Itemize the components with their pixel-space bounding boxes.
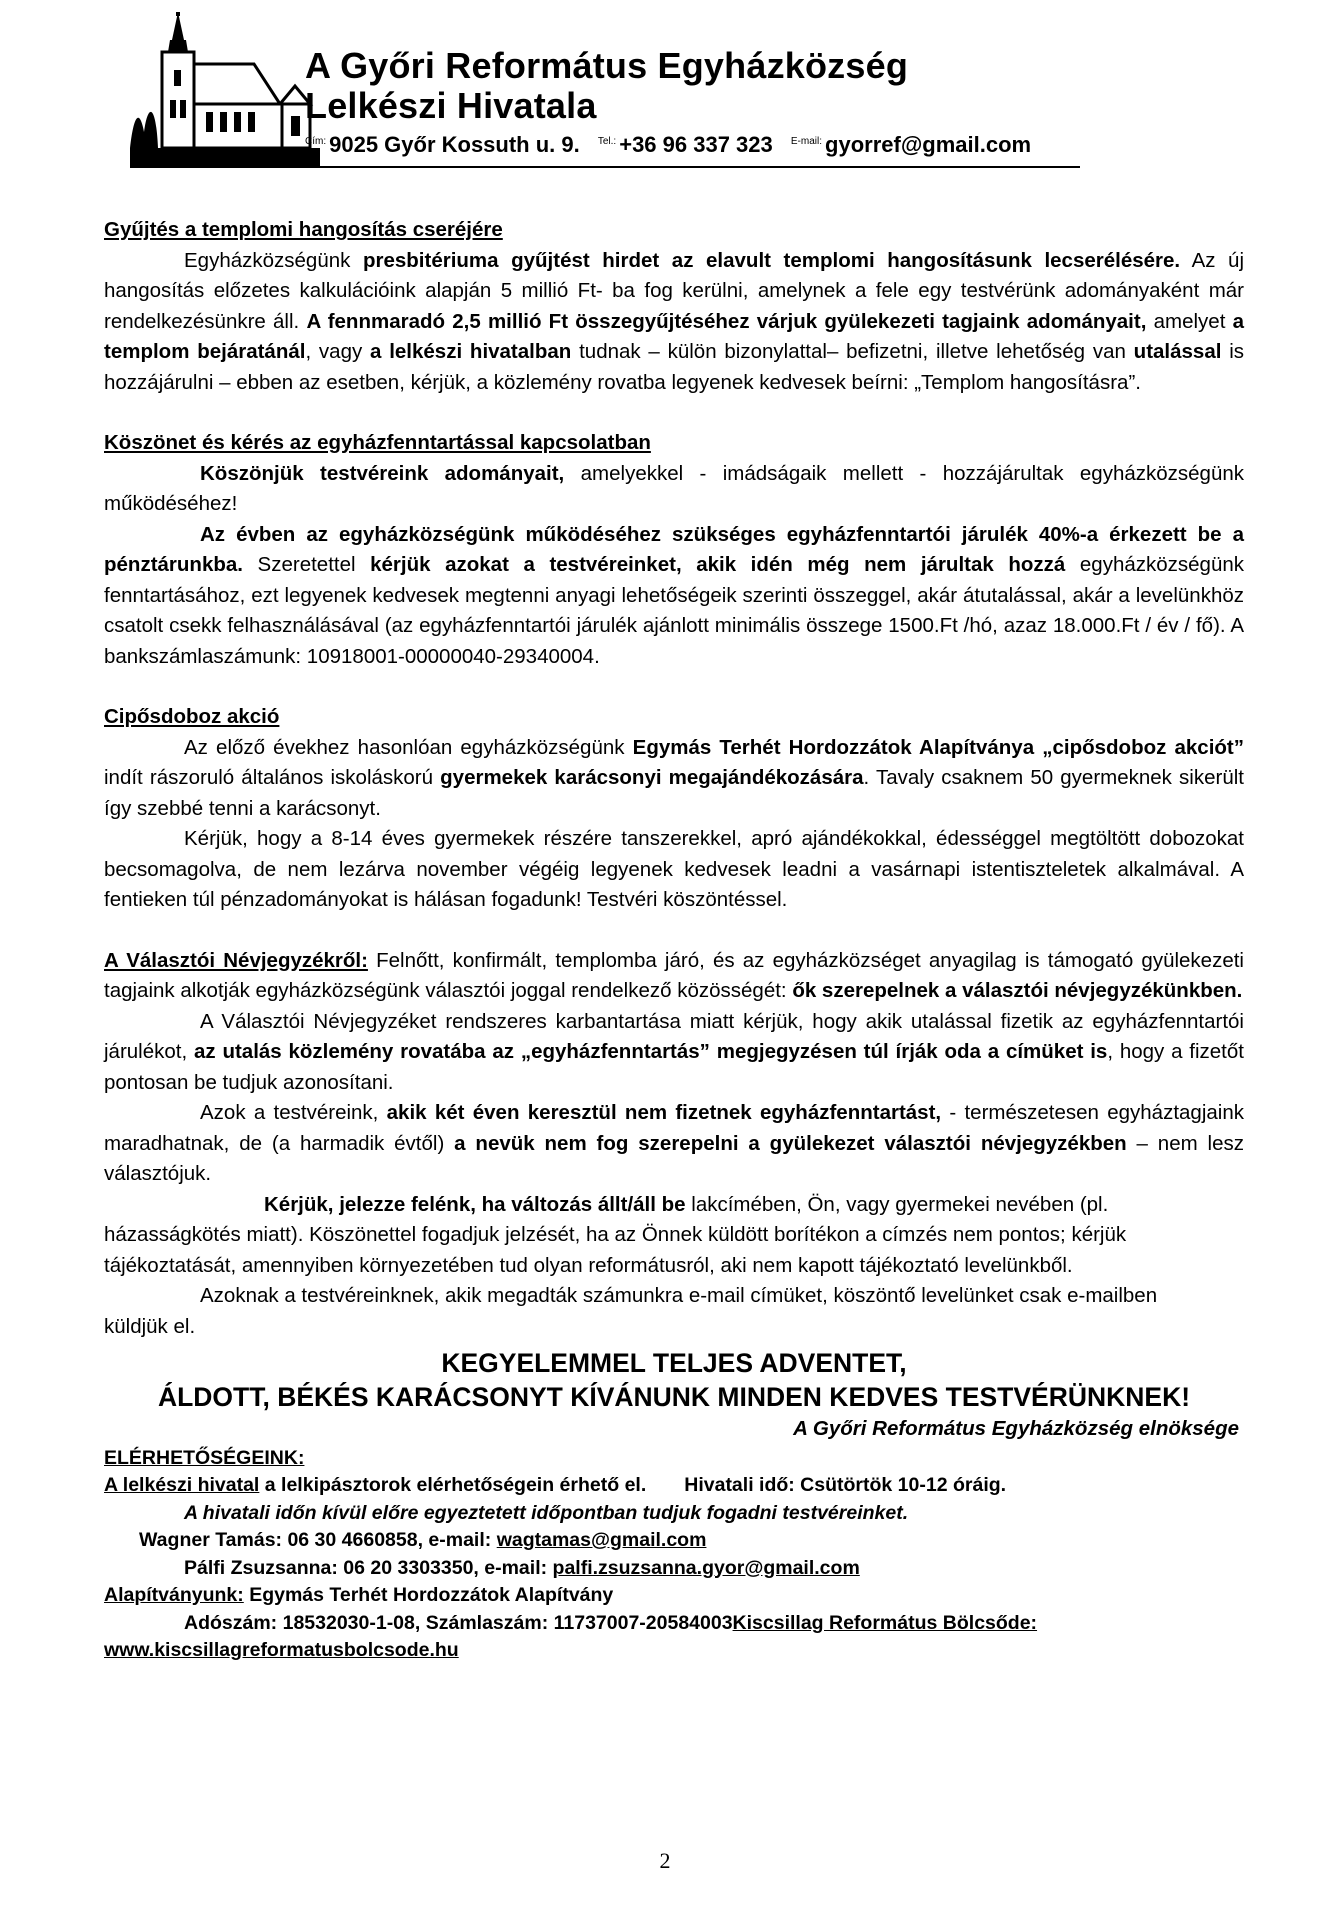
foundation-label: Alapítványunk: bbox=[104, 1584, 244, 1606]
foundation-line bbox=[104, 1582, 1244, 1610]
organization-title-line1: A Győri Református Egyházközség bbox=[305, 45, 909, 86]
text-run-bold: A fennmaradó 2,5 millió Ft összegyűjtéséhez várjuk gyülekezeti tagjaink adományait, bbox=[306, 309, 1147, 333]
greeting-line2: ÁLDOTT, BÉKÉS KARÁCSONYT KÍVÁNUNK MINDEN KEDVES TESTVÉRÜNKNEK! bbox=[157, 1382, 1191, 1412]
paragraph bbox=[104, 520, 1244, 673]
paragraph bbox=[104, 946, 1244, 1007]
spacer bbox=[104, 916, 1244, 946]
tax-line bbox=[104, 1610, 1244, 1638]
text-run: egyházközségünk fenntartásához, ezt legyenek kedvesek megtenni anyagi lehetőségeik szerinti összeggel, akár átutalással, akár a levelünkhöz csatolt csekk felhasználásával (az egyházfenntartói járulék ajánlott minimális összege 1500.Ft /hó, azaz 18.000.Ft / év / fő). A bankszámlaszámunk: 10918001-00000040-29340004. bbox=[104, 553, 1244, 668]
foundation-name: Egymás Terhét Hordozzátok Alapítvány bbox=[243, 1584, 614, 1606]
text-run: A Választói Névjegyzéket rendszeres karbantartása miatt kérjük, hogy akik utalással fizetik az egyházfenntartói járulékot, bbox=[104, 1009, 1244, 1063]
phone-label: Tel.: bbox=[597, 136, 617, 147]
paragraph: Kérjük, hogy a 8-14 éves gyermekek részére tanszerekkel, apró ajándékokkal, édességgel megtöltött dobozokat becsomagolva, de nem lezárva november végéig legyenek kedvesek leadni a vasárnapi istentiszteletek alkalmával. A fentieken túl pénzadományokat is hálásan fogadunk! Testvéri köszöntéssel. bbox=[104, 827, 1244, 911]
section-heading: Cipősdoboz akció bbox=[104, 705, 280, 728]
paragraph: Azoknak a testvéreinknek, akik megadták számunkra e-mail címüket, köszöntő levelünket csak e-mailben küldjük el. bbox=[104, 1284, 1158, 1338]
letterhead bbox=[130, 12, 1080, 170]
text-run: Azok a testvéreink, bbox=[200, 1101, 387, 1124]
text-run-bold: Kérjük, jelezze felénk, ha változás állt/áll be bbox=[264, 1192, 686, 1216]
address-label: Cím: bbox=[305, 136, 327, 147]
office-line bbox=[104, 1472, 1244, 1500]
address: 9025 Győr Kossuth u. 9. bbox=[329, 132, 580, 157]
text-run: Az előző évekhez hasonlóan egyházközségünk bbox=[184, 735, 633, 759]
pastor2-contact bbox=[104, 1555, 1244, 1583]
text-run-bold: Egymás Terhét Hordozzátok Alapítványa „cipősdoboz akciót” bbox=[632, 735, 1244, 759]
text-run: - természetesen egyháztagjaink maradhatnak, de (a harmadik évtől) bbox=[104, 1101, 1244, 1155]
text-run-bold: Az évben az egyházközségünk működéséhez szükséges egyházfenntartói járulék 40%-a érkezett be a pénztárunkba. bbox=[104, 522, 1244, 576]
paragraph bbox=[104, 733, 1244, 825]
tax-text: Adószám: 18532030-1-08, Számlaszám: 11737007-20584003 bbox=[184, 1611, 733, 1634]
text-run: is hozzájárulni – ebben az esetben, kérjük, a közlemény rovatba legyenek kedvesek beírni: „Templom hangosításra”. bbox=[104, 340, 1245, 394]
paragraph bbox=[104, 1098, 1244, 1190]
pastor2-email-link[interactable]: palfi.zsuzsanna.gyor@gmail.com bbox=[552, 1556, 860, 1579]
pastor1-email-link[interactable]: wagtamas@gmail.com bbox=[496, 1529, 707, 1551]
text-run: , vagy bbox=[305, 340, 371, 363]
office-text: a lelkipásztorok elérhetőségein érhető el. bbox=[259, 1474, 647, 1496]
text-run-bold: gyermekek karácsonyi megajándékozására bbox=[440, 766, 864, 789]
paragraph bbox=[104, 246, 1244, 399]
church-logo-icon bbox=[130, 12, 320, 168]
pastor2-text: Pálfi Zsuzsanna: 06 20 3303350, e-mail: bbox=[184, 1556, 553, 1579]
text-run: . Tavaly csaknem 50 gyermeknek sikerült így szebbé tenni a karácsonyt. bbox=[104, 766, 1244, 820]
spacer bbox=[104, 398, 1244, 428]
text-run-bold: a nevük nem fog szerepelni a gyülekezet választói névjegyzékben bbox=[454, 1131, 1127, 1155]
section-heading: A Választói Névjegyzékről: bbox=[104, 948, 368, 972]
office-hours: Hivatali idő: Csütörtök 10-12 óráig. bbox=[684, 1474, 1007, 1496]
text-run: amelyekkel - imádságaik mellett - hozzájárultak egyházközségünk működéséhez! bbox=[104, 461, 1245, 515]
pastor1-text: Wagner Tamás: 06 30 4660858, e-mail: bbox=[139, 1529, 497, 1551]
text-run-bold: presbitériuma gyűjtést hirdet az elavult templomi hangosításunk lecserélésére. bbox=[362, 248, 1181, 272]
email: gyorref@gmail.com bbox=[825, 132, 1032, 157]
text-run: lakcímében, Ön, vagy gyermekei nevében (pl. házasságkötés miatt). Köszönettel fogadjuk jelzését, ha az Önnek küldött borítékon a címzés nem pontos; kérjük tájékoztatását, amennyiben környezetében tud olyan reformátusról, aki nem kapott tájékoztató levelünkből. bbox=[104, 1192, 1127, 1277]
text-run: Szeretettel bbox=[242, 553, 371, 576]
paragraph bbox=[104, 1007, 1244, 1099]
organization-title-line2: Lelkészi Hivatala bbox=[305, 85, 597, 126]
pastor1-contact bbox=[104, 1527, 1244, 1555]
contacts-heading: ELÉRHETŐSÉGEINK: bbox=[104, 1446, 305, 1469]
spacer bbox=[104, 672, 1244, 702]
text-run-bold: akik két éven keresztül nem fizetnek egyházfenntartást, bbox=[386, 1101, 942, 1124]
contact-line bbox=[305, 132, 1043, 158]
nursery-link[interactable]: Kiscsillag Református Bölcsőde: bbox=[732, 1611, 1038, 1634]
text-run: indít rászoruló általános iskoláskorú bbox=[104, 766, 441, 789]
text-run: Felnőtt, konfirmált, templomba járó, és az egyházközséget anyagilag is támogató gyülekezeti tagjaink alkotják egyházközségünk választói joggal rendelkező közösségét: bbox=[104, 948, 1244, 1002]
text-run-bold: ők szerepelnek a választói névjegyzékünkben. bbox=[792, 979, 1243, 1002]
text-run-bold: kérjük azokat a testvéreinket, akik idén még nem járultak hozzá bbox=[370, 553, 1066, 576]
text-run: , hogy a fizetőt pontosan be tudjuk azonosítani. bbox=[104, 1040, 1244, 1094]
greeting-line1: KEGYELEMMEL TELJES ADVENTET, bbox=[441, 1348, 907, 1378]
page-number: 2 bbox=[659, 1848, 671, 1873]
office-link[interactable]: A lelkészi hivatal bbox=[104, 1474, 260, 1496]
organization-title bbox=[305, 46, 908, 126]
paragraph bbox=[104, 1190, 1244, 1282]
text-run-bold: a lelkészi hivatalban bbox=[370, 340, 572, 363]
text-run-bold: a templom bejáratánál bbox=[104, 309, 1245, 363]
text-run: Egyházközségünk bbox=[184, 248, 363, 272]
text-run-bold: Köszönjük testvéreink adományait, bbox=[200, 461, 565, 485]
text-run-bold: utalással bbox=[1133, 340, 1222, 363]
signature: A Győri Református Egyházközség elnöksége bbox=[793, 1417, 1239, 1440]
paragraph bbox=[104, 459, 1244, 520]
text-run: – nem lesz választójuk. bbox=[104, 1131, 1244, 1185]
email-label: E-mail: bbox=[790, 136, 823, 147]
contacts-section bbox=[104, 1445, 1244, 1665]
section-heading: Köszönet és kérés az egyházfenntartással kapcsolatban bbox=[104, 431, 651, 454]
nursery-url-link[interactable]: www.kiscsillagreformatusbolcsode.hu bbox=[104, 1639, 459, 1661]
text-run: amelyet bbox=[1146, 309, 1233, 333]
text-run: tudnak – külön bizonylattal– befizetni, illetve lehetőség van bbox=[571, 340, 1134, 363]
text-run: Az új hangosítás előzetes kalkulációink alapján 5 millió Ft- ba fog kerülni, amelynek a fele egy testvérünk adományaként már rendelkezésünkre áll. bbox=[104, 248, 1245, 333]
phone: +36 96 337 323 bbox=[619, 132, 773, 157]
letter-body bbox=[104, 215, 1244, 1665]
section-heading: Gyűjtés a templomi hangosítás cseréjére bbox=[104, 218, 503, 241]
appointment-note: A hivatali időn kívül előre egyeztetett időpontban tudjuk fogadni testvéreinket. bbox=[184, 1501, 909, 1524]
text-run-bold: az utalás közlemény rovatába az „egyházfenntartás” megjegyzésen túl írják oda a címüket is bbox=[193, 1040, 1108, 1063]
header-divider bbox=[130, 166, 1080, 168]
